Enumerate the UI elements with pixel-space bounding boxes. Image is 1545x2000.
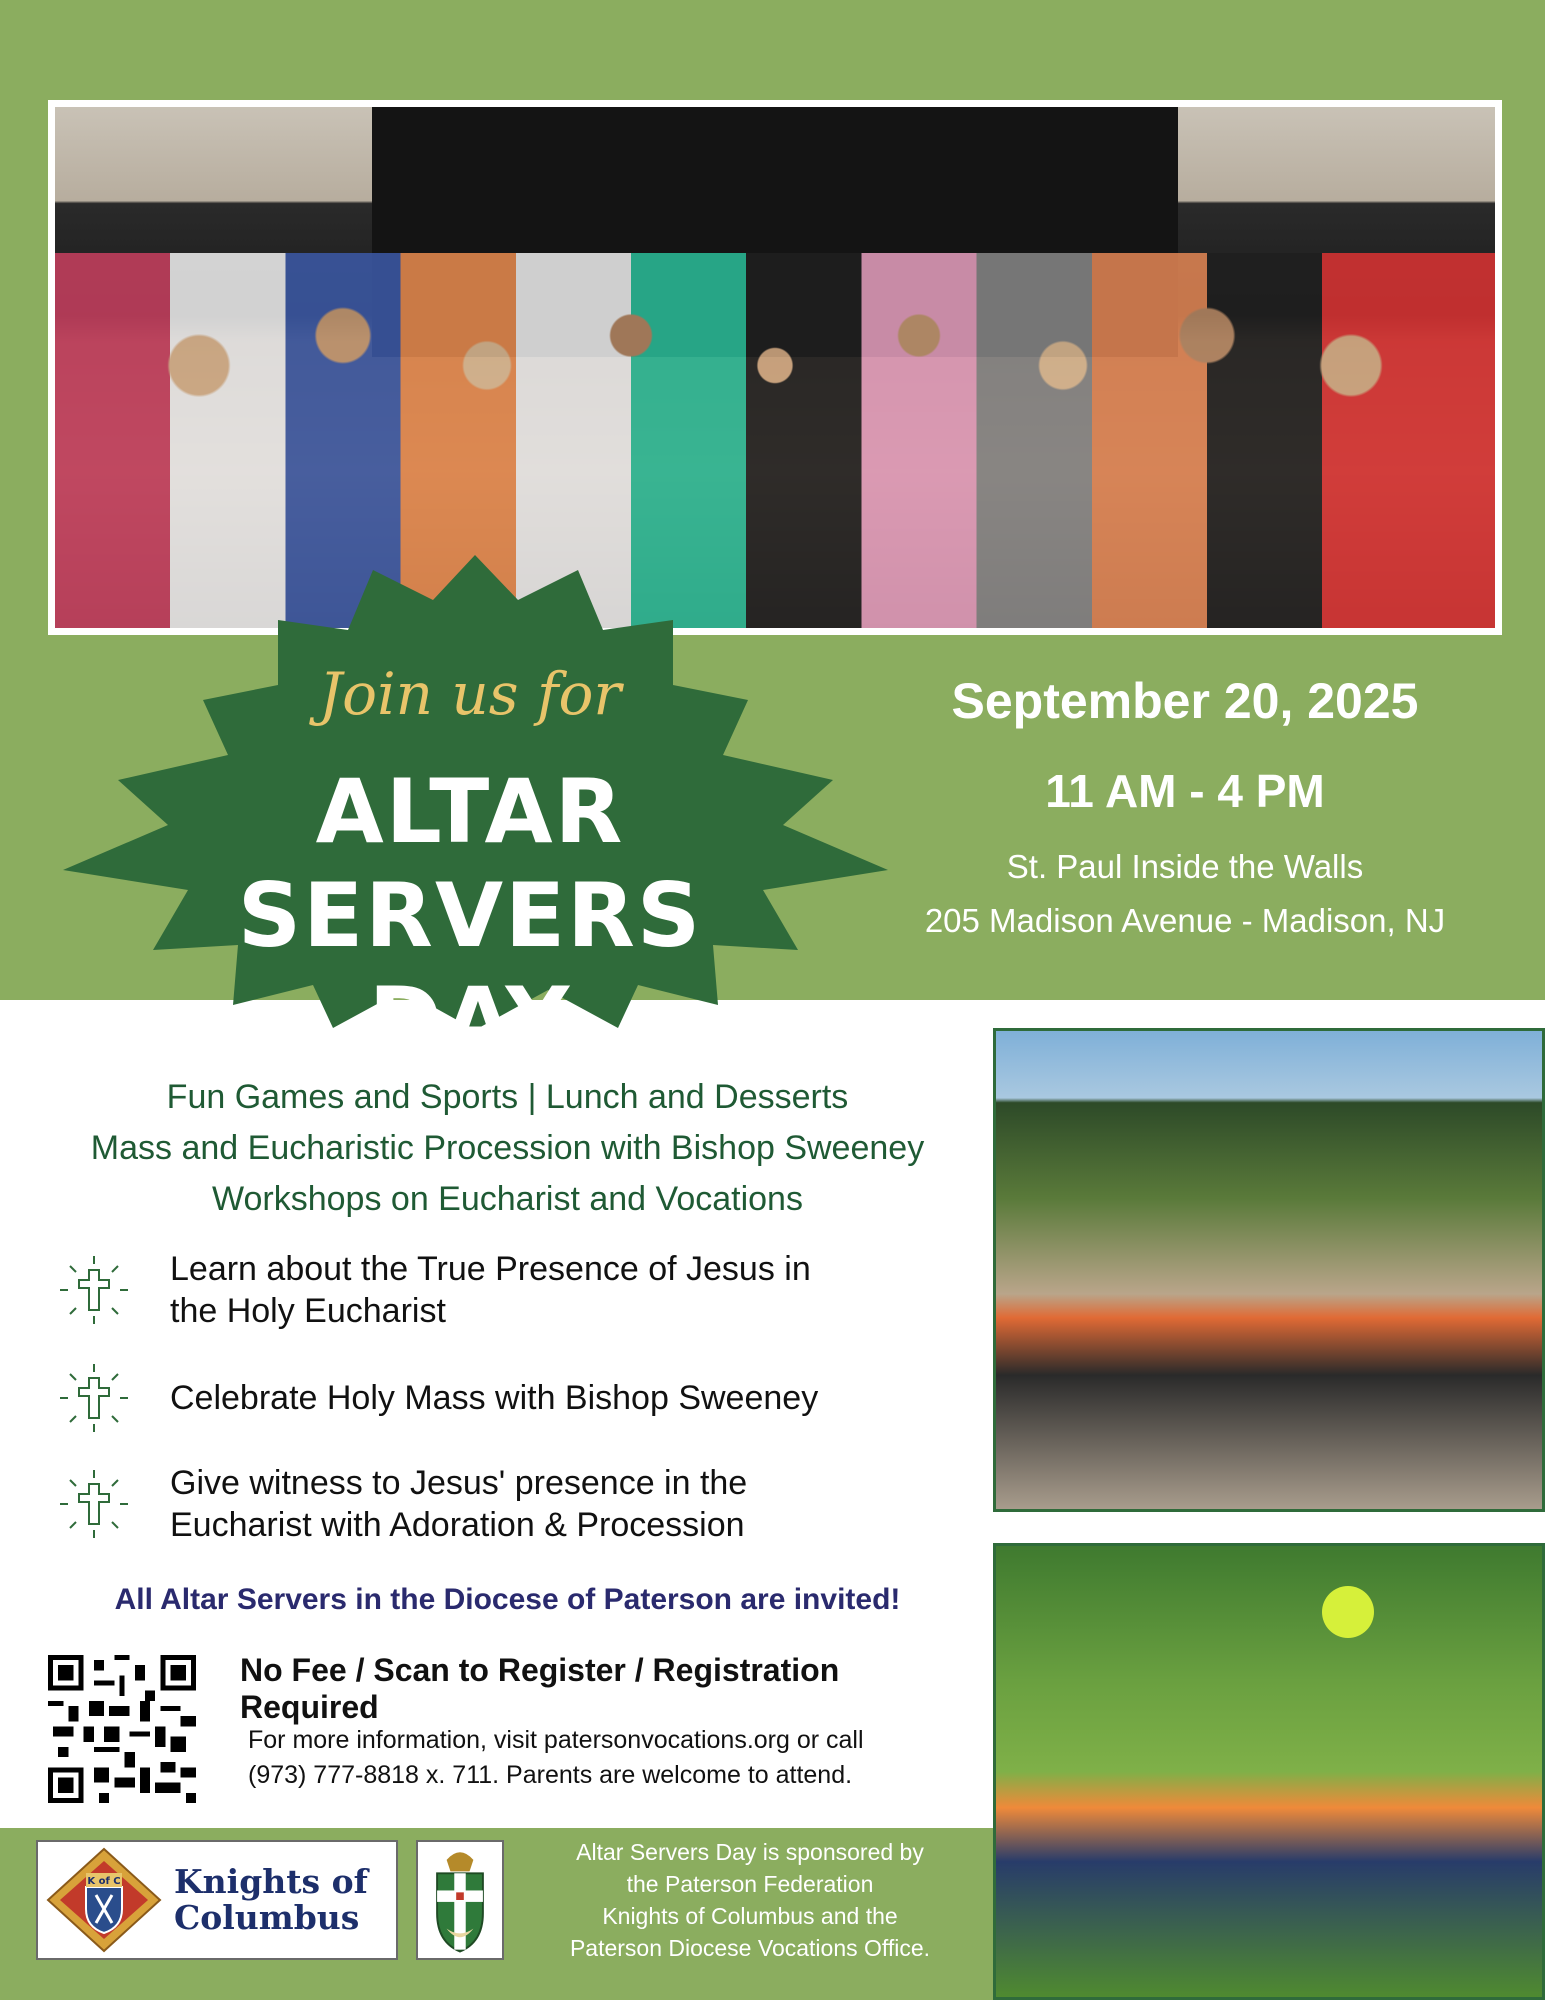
games-photo bbox=[993, 1543, 1545, 2000]
bullet-text bbox=[170, 1377, 818, 1419]
knights-of-columbus-logo bbox=[36, 1840, 398, 1960]
event-title-line1: ALTAR SERVERS bbox=[237, 760, 703, 967]
bullet-text bbox=[170, 1248, 811, 1332]
sponsor-line: the Paterson Federation bbox=[626, 1871, 874, 1897]
bullet-item bbox=[58, 1248, 978, 1332]
event-address: 205 Madison Avenue - Madison, NJ bbox=[924, 902, 1446, 939]
more-info-line: For more information, visit patersonvocations.org or call bbox=[248, 1726, 864, 1754]
cross-icon bbox=[58, 1362, 130, 1434]
more-info-text bbox=[248, 1723, 968, 1793]
sponsor-line: Knights of Columbus and the bbox=[602, 1903, 898, 1929]
event-venue: St. Paul Inside the Walls bbox=[1006, 848, 1364, 885]
registration-qr-code[interactable] bbox=[48, 1655, 196, 1803]
lunch-photo bbox=[993, 1028, 1545, 1512]
diocese-crest-icon bbox=[418, 1842, 502, 1958]
cross-icon bbox=[58, 1254, 130, 1326]
event-time: 11 AM - 4 PM bbox=[1045, 765, 1325, 817]
feature-line: Fun Games and Sports | Lunch and Desserts bbox=[166, 1078, 849, 1116]
qr-code-graphic bbox=[48, 1655, 196, 1803]
cross-icon-graphic bbox=[58, 1254, 130, 1326]
feature-line: Workshops on Eucharist and Vocations bbox=[212, 1180, 803, 1218]
bullet-item bbox=[58, 1462, 978, 1546]
more-info-line: (973) 777-8818 x. 711. Parents are welcome to attend. bbox=[248, 1761, 853, 1789]
bullet-line: Eucharist with Adoration & Procession bbox=[170, 1506, 745, 1544]
bullet-line: Give witness to Jesus' presence in the bbox=[170, 1464, 748, 1502]
registration-headline: No Fee / Scan to Register / Registration Required bbox=[240, 1652, 840, 1725]
kofc-name-line: Knights of bbox=[174, 1862, 368, 1901]
kofc-name bbox=[174, 1864, 368, 1936]
cross-icon bbox=[58, 1468, 130, 1540]
tennis-ball bbox=[1322, 1586, 1374, 1638]
sponsor-line: Altar Servers Day is sponsored by bbox=[576, 1839, 924, 1865]
bullet-text bbox=[170, 1462, 747, 1546]
cross-icon-graphic bbox=[58, 1362, 130, 1434]
feature-list bbox=[30, 1072, 985, 1225]
kofc-emblem-text: K of C bbox=[87, 1876, 121, 1887]
bullet-item bbox=[58, 1362, 978, 1434]
cross-icon-graphic bbox=[58, 1468, 130, 1540]
sponsor-line: Paterson Diocese Vocations Office. bbox=[569, 1935, 931, 1961]
feature-line: Mass and Eucharistic Procession with Bishop Sweeney bbox=[90, 1129, 925, 1167]
diocese-crest-logo bbox=[416, 1840, 504, 1960]
join-us-text: Join us for bbox=[318, 660, 622, 728]
event-date: September 20, 2025 bbox=[951, 673, 1419, 729]
event-title bbox=[120, 760, 820, 1072]
invitation-text: All Altar Servers in the Diocese of Paterson are invited! bbox=[114, 1583, 901, 1616]
bullet-line: the Holy Eucharist bbox=[170, 1292, 446, 1330]
event-title-line2: DAY bbox=[368, 968, 572, 1071]
kofc-emblem-icon bbox=[44, 1845, 164, 1955]
bullet-line: Celebrate Holy Mass with Bishop Sweeney bbox=[170, 1379, 819, 1417]
kofc-name-line: Columbus bbox=[174, 1898, 360, 1937]
bullet-line: Learn about the True Presence of Jesus in bbox=[170, 1250, 811, 1288]
sponsor-text bbox=[515, 1836, 985, 1964]
kofc-emblem-graphic bbox=[44, 1845, 164, 1955]
